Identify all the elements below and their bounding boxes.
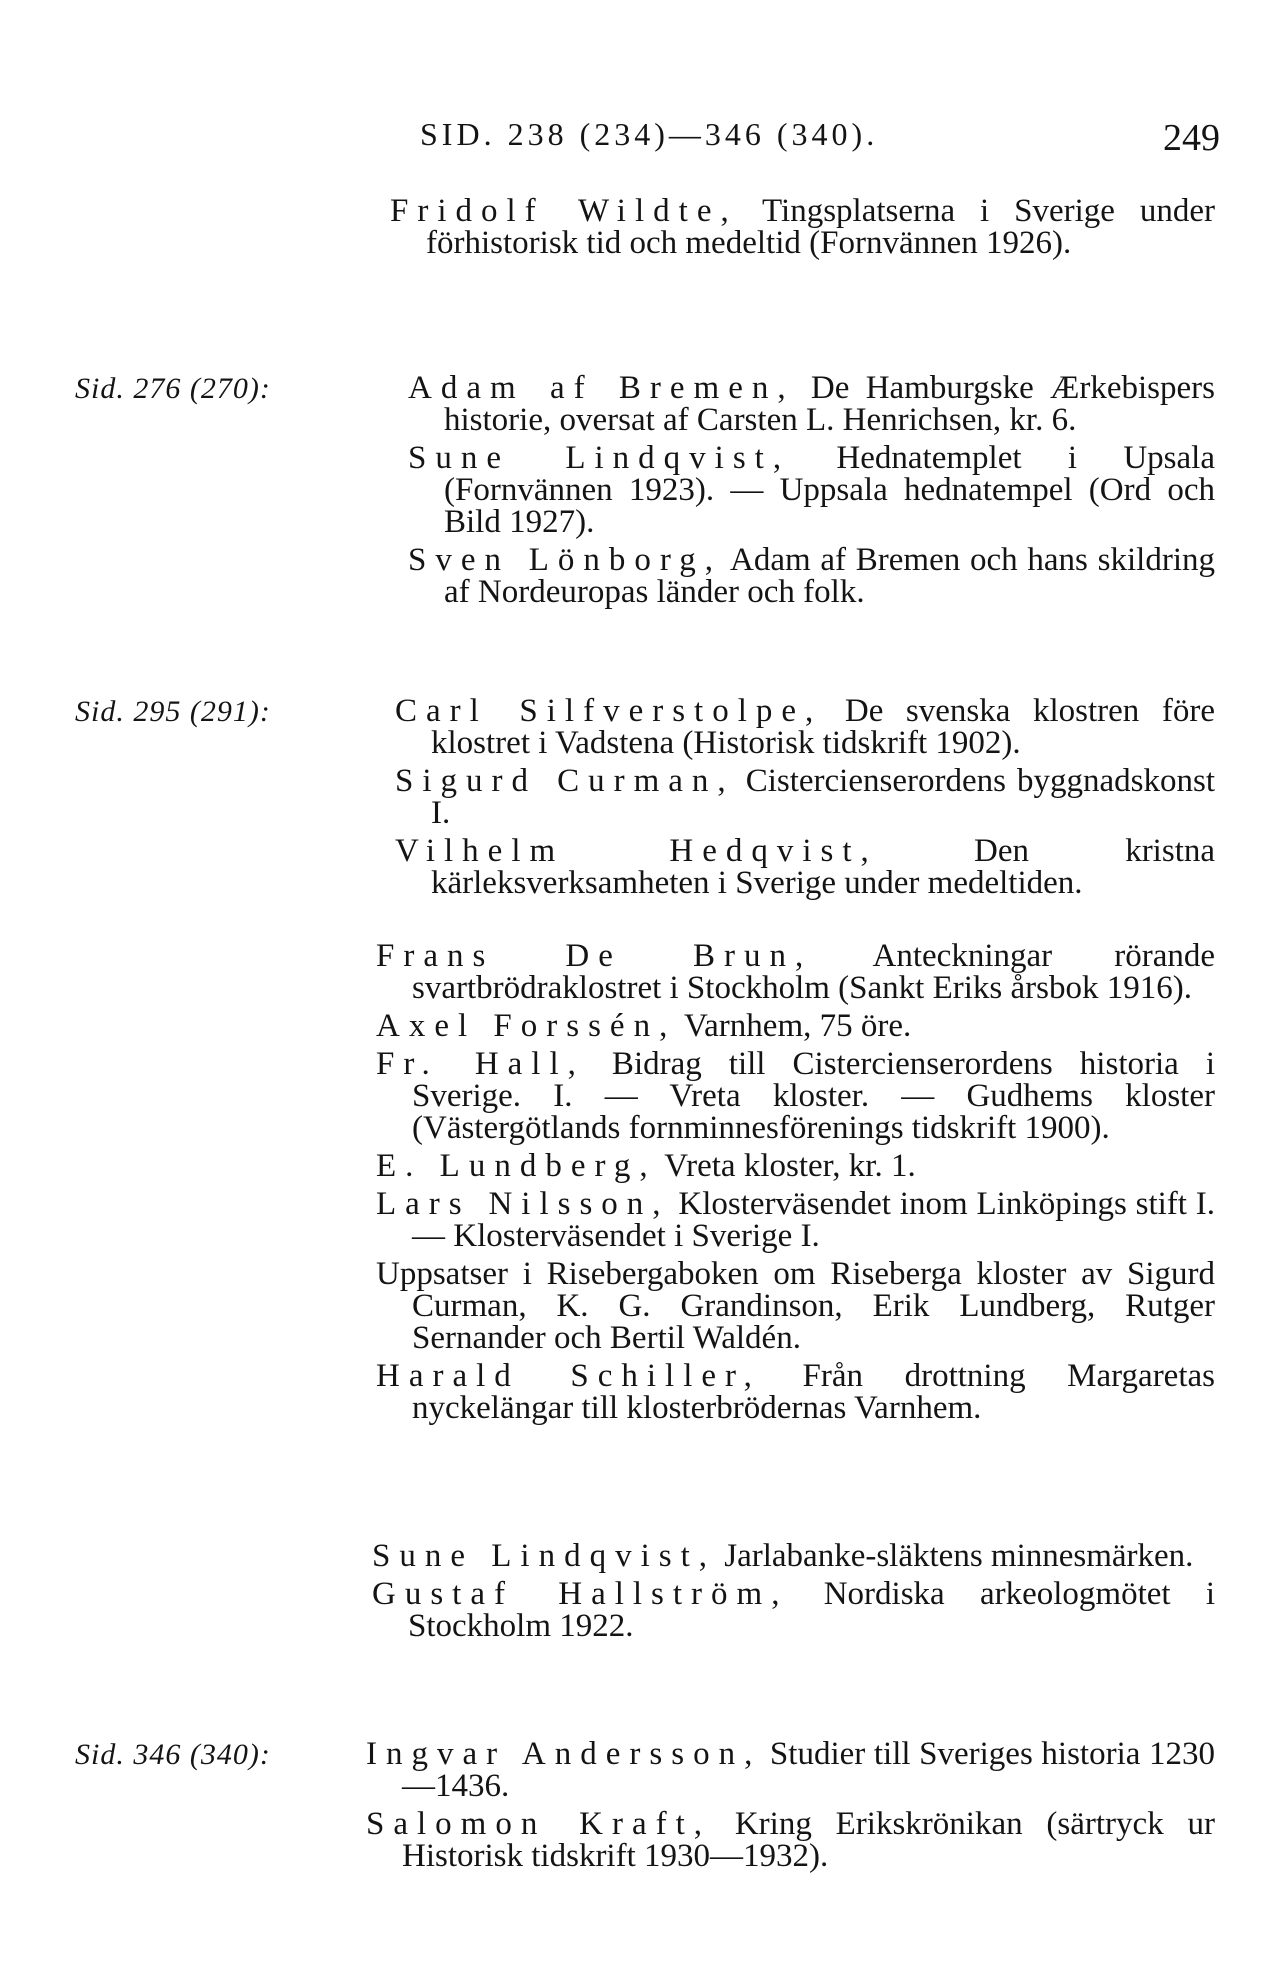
entry-text: Varnhem, 75 öre. [676, 1008, 912, 1044]
entry-list [390, 195, 1215, 265]
bibliography-entry [376, 1360, 1215, 1424]
page-number: 249 [1163, 117, 1220, 159]
bibliography-entry [366, 1738, 1215, 1802]
entry-list [376, 940, 1215, 1430]
bibliography-entry [366, 1808, 1215, 1872]
bibliography-entry [376, 940, 1215, 1004]
entry-author: Adam af Bremen, [408, 370, 795, 406]
entry-author: Sven Lönborg, [408, 542, 723, 578]
bibliography-entry [408, 442, 1215, 538]
entry-text: Kring Erikskrönikan (särtryck ur Historisk tidskrift 1930—1932). [402, 1806, 1215, 1874]
bibliography-entry [395, 695, 1215, 759]
entry-author: Frans De Brun, [376, 938, 813, 974]
entry-author: Harald Schiller, [376, 1358, 761, 1394]
entry-text: Nordiska arkeologmötet i Stockholm 1922. [408, 1576, 1215, 1644]
entry-text: Anteckningar rörande svartbrödraklostret i Stockholm (Sankt Eriks årsbok 1916). [412, 938, 1215, 1006]
entry-author: Sune Lindqvist, [408, 440, 791, 476]
entry-text: Bidrag till Cistercienserordens historia i Sverige. I. — Vreta kloster. — Gudhems kloster (Västergötlands fornminnesförenings tidskrift 1900). [412, 1046, 1215, 1146]
entry-author: Salomon Kraft, [366, 1806, 712, 1842]
entry-text: Adam af Bremen och hans skildring af Nordeuropas länder och folk. [444, 542, 1215, 610]
entry-author: Sune Lindqvist, [372, 1538, 717, 1574]
entry-text: Den kristna kärleksverksamheten i Sverige under medeltiden. [431, 833, 1216, 901]
bibliography-entry [408, 372, 1215, 436]
bibliography-entry [372, 1540, 1215, 1572]
entry-list [372, 1540, 1215, 1648]
entry-list [408, 372, 1215, 614]
entry-author: Vilhelm Hedqvist, [395, 833, 878, 869]
entry-author: E. Lundberg, [376, 1148, 657, 1184]
entry-text: Klosterväsendet inom Linköpings stift I. — Klosterväsendet i Sverige I. [412, 1186, 1215, 1254]
page-header [420, 100, 1220, 160]
entry-text: Studier till Sveriges historia 1230—1436. [402, 1736, 1215, 1804]
bibliography-entry [376, 1258, 1215, 1354]
entry-list [366, 1738, 1215, 1878]
entry-author: Fridolf Wildte, [390, 193, 738, 229]
entry-author: Sigurd Curman, [395, 763, 735, 799]
bibliography-entry [408, 544, 1215, 608]
bibliography-entry [376, 1188, 1215, 1252]
entry-author: Gustaf Hallström, [372, 1576, 789, 1612]
entry-author: Fr. Hall, [376, 1046, 585, 1082]
sid-reference: Sid. 295 (291): [75, 695, 271, 728]
entry-text: Från drottning Margaretas nyckelängar till klosterbrödernas Varnhem. [412, 1358, 1215, 1426]
entry-text: Tingsplatserna i Sverige under förhistorisk tid och medeltid (Fornvännen 1926). [426, 193, 1215, 261]
entry-text: De Hamburgske Ærkebispers historie, oversat af Carsten L. Henrichsen, kr. 6. [444, 370, 1215, 438]
bibliography-entry [376, 1010, 1215, 1042]
entry-text: Vreta kloster, kr. 1. [656, 1148, 916, 1184]
entry-author: Lars Nilsson, [376, 1186, 670, 1222]
entry-text: Cistercienserordens byggnadskonst I. [431, 763, 1216, 831]
bibliography-entry [376, 1048, 1215, 1144]
entry-list [395, 695, 1215, 905]
bibliography-entry [372, 1578, 1215, 1642]
entry-text: Uppsatser i Risebergaboken om Riseberga kloster av Sigurd Curman, K. G. Grandinson, Erik Lundberg, Rutger Sernander och Bertil Waldén. [376, 1256, 1215, 1356]
entry-text: Jarlabanke-släktens minnesmärken. [716, 1538, 1194, 1574]
sid-reference: Sid. 276 (270): [75, 372, 271, 405]
sid-reference: Sid. 346 (340): [75, 1738, 271, 1771]
bibliography-entry [395, 765, 1215, 829]
bibliography-entry [395, 835, 1215, 899]
entry-author: Carl Silfverstolpe, [395, 693, 823, 729]
entry-author: Axel Forssén, [376, 1008, 677, 1044]
running-title: SID. 238 (234)—346 (340). [420, 116, 879, 152]
entry-text: Hednatemplet i Upsala (Fornvännen 1923). — Uppsala hednatempel (Ord och Bild 1927). [444, 440, 1215, 540]
entry-author: Ingvar Andersson, [366, 1736, 762, 1772]
entry-text: De svenska klostren före klostret i Vadstena (Historisk tidskrift 1902). [431, 693, 1215, 761]
bibliography-entry [390, 195, 1215, 259]
bibliography-entry [376, 1150, 1215, 1182]
